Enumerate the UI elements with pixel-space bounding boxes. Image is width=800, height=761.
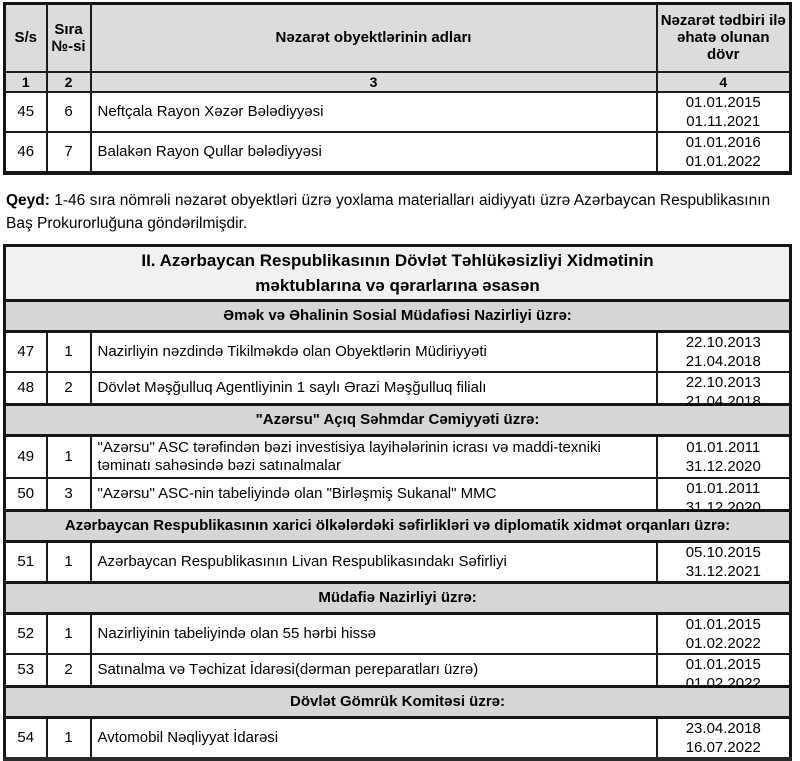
control-objects-table-section2 — [3, 244, 792, 761]
row-object-name: Dövlət Məşğulluq Agentliyinin 1 saylı Ərazi Məşğulluq filialı — [91, 372, 657, 405]
column-header-row — [5, 4, 791, 72]
col-header-sira-no: Sıra №-si — [47, 4, 91, 72]
period-end-date: 31.12.2020 — [685, 457, 761, 475]
row-object-name: Azərbaycan Respublikasının Livan Respublikasındakı Səfirliyi — [91, 541, 657, 582]
row-sira-no: 1 — [47, 435, 91, 478]
row-sira-no: 7 — [47, 132, 91, 173]
subsection-header: "Azərsu" Açıq Səhmdar Cəmiyyəti üzrə: — [5, 404, 791, 435]
subsection-header-row — [5, 510, 791, 541]
period-start-date: 22.10.2013 — [685, 373, 761, 391]
row-object-name: Neftçala Rayon Xəzər Bələdiyyəsi — [91, 92, 657, 132]
table-row — [5, 132, 791, 173]
period-start-date: 01.01.2011 — [686, 479, 761, 497]
col-header-object-name: Nəzarət obyektlərinin adları — [91, 4, 657, 72]
section2-title-line2: məktublarına və qərarlarına əsasən — [255, 275, 540, 295]
period-start-date: 01.01.2011 — [686, 438, 761, 456]
row-period — [657, 331, 791, 372]
period-end-date: 01.11.2021 — [686, 112, 761, 130]
row-ss: 47 — [5, 331, 47, 372]
control-objects-table-top — [3, 2, 792, 175]
row-ss: 53 — [5, 654, 47, 687]
row-period — [657, 717, 791, 759]
row-sira-no: 6 — [47, 92, 91, 132]
row-sira-no: 1 — [47, 613, 91, 654]
subsection-header-row — [5, 582, 791, 613]
subsection-header: Dövlət Gömrük Komitəsi üzrə: — [5, 686, 791, 717]
section2-title — [5, 245, 791, 300]
period-start-date: 01.01.2015 — [685, 615, 761, 633]
table-row — [5, 372, 791, 405]
subsection-header-row — [5, 686, 791, 717]
subsection-header: Azərbaycan Respublikasının xarici ölkələrdəki səfirlikləri və diplomatik xidmət orqanları üzrə: — [5, 510, 791, 541]
period-end-date: 31.12.2021 — [685, 562, 761, 580]
row-sira-no: 1 — [47, 717, 91, 759]
period-start-date: 01.01.2016 — [685, 133, 761, 151]
row-ss: 49 — [5, 435, 47, 478]
row-period — [657, 541, 791, 582]
row-object-name: "Azərsu" ASC-nin tabeliyində olan "Birləşmiş Sukanal" MMC — [91, 478, 657, 511]
section2-title-row — [5, 245, 791, 300]
row-ss: 50 — [5, 478, 47, 511]
period-start-date: 01.01.2015 — [685, 655, 761, 673]
row-ss: 54 — [5, 717, 47, 759]
column-number-row — [5, 72, 791, 92]
subsection-header: Əmək və Əhalinin Sosial Müdafiəsi Nazirliyi üzrə: — [5, 300, 791, 331]
row-object-name: Nazirliyinin tabeliyində olan 55 hərbi hissə — [91, 613, 657, 654]
period-start-date: 05.10.2015 — [685, 543, 761, 561]
row-sira-no: 3 — [47, 478, 91, 511]
row-ss: 51 — [5, 541, 47, 582]
col-number-1: 1 — [5, 72, 47, 92]
row-ss: 52 — [5, 613, 47, 654]
subsection-header-row — [5, 404, 791, 435]
period-start-date: 01.01.2015 — [685, 93, 761, 111]
period-end-date: 21.04.2018 — [685, 392, 761, 410]
table-row — [5, 613, 791, 654]
period-end-date: 01.02.2022 — [685, 634, 761, 652]
col-header-period: Nəzarət tədbiri ilə əhatə olunan dövr — [657, 4, 791, 72]
period-end-date: 31.12.2020 — [685, 498, 761, 516]
row-period — [657, 654, 791, 692]
row-period — [657, 132, 791, 173]
row-object-name: "Azərsu" ASC tərəfindən bəzi investisiya layihələrinin icrası və maddi-texniki təminatı sahəsində bəzi satınalmalar — [91, 435, 657, 478]
row-period — [657, 435, 791, 478]
period-end-date: 01.02.2022 — [685, 674, 761, 692]
row-sira-no: 2 — [47, 654, 91, 687]
note-label: Qeyd: — [6, 191, 50, 209]
row-sira-no: 2 — [47, 372, 91, 405]
col-number-2: 2 — [47, 72, 91, 92]
table-row — [5, 331, 791, 372]
period-end-date: 21.04.2018 — [685, 352, 761, 370]
note-text: 1-46 sıra nömrəli nəzarət obyektləri üzrə yoxlama materialları aidiyyatı üzrə Azərbaycan Respublikasının Baş Prokurorluğuna göndərilmişdir. — [6, 191, 771, 232]
subsection-header-row — [5, 300, 791, 331]
period-start-date: 23.04.2018 — [685, 719, 761, 737]
subsection-header: Müdafiə Nazirliyi üzrə: — [5, 582, 791, 613]
col-number-3: 3 — [91, 72, 657, 92]
table-row — [5, 541, 791, 582]
row-ss: 46 — [5, 132, 47, 173]
row-ss: 45 — [5, 92, 47, 132]
row-sira-no: 1 — [47, 331, 91, 372]
row-period — [657, 92, 791, 132]
row-object-name: Avtomobil Nəqliyyat İdarəsi — [91, 717, 657, 759]
col-header-ss: S/s — [5, 4, 47, 72]
row-period — [657, 372, 791, 410]
table-row — [5, 478, 791, 511]
table-row — [5, 654, 791, 687]
row-object-name: Balakən Rayon Qullar bələdiyyəsi — [91, 132, 657, 173]
row-ss: 48 — [5, 372, 47, 405]
table-row — [5, 92, 791, 132]
period-start-date: 22.10.2013 — [685, 333, 761, 351]
row-period — [657, 478, 791, 516]
row-object-name: Nazirliyin nəzdində Tikilməkdə olan Obyektlərin Müdiriyyəti — [91, 331, 657, 372]
col-number-4: 4 — [657, 72, 791, 92]
row-period — [657, 613, 791, 654]
row-sira-no: 1 — [47, 541, 91, 582]
table-row — [5, 435, 791, 478]
period-end-date: 01.01.2022 — [685, 152, 761, 170]
table-row — [5, 717, 791, 759]
note-paragraph — [6, 189, 790, 235]
period-end-date: 16.07.2022 — [685, 738, 761, 756]
row-object-name: Satınalma və Təchizat İdarəsi(dərman pereparatları üzrə) — [91, 654, 657, 687]
section2-title-line1: II. Azərbaycan Respublikasının Dövlət Təhlükəsizliyi Xidmətinin — [141, 250, 654, 270]
